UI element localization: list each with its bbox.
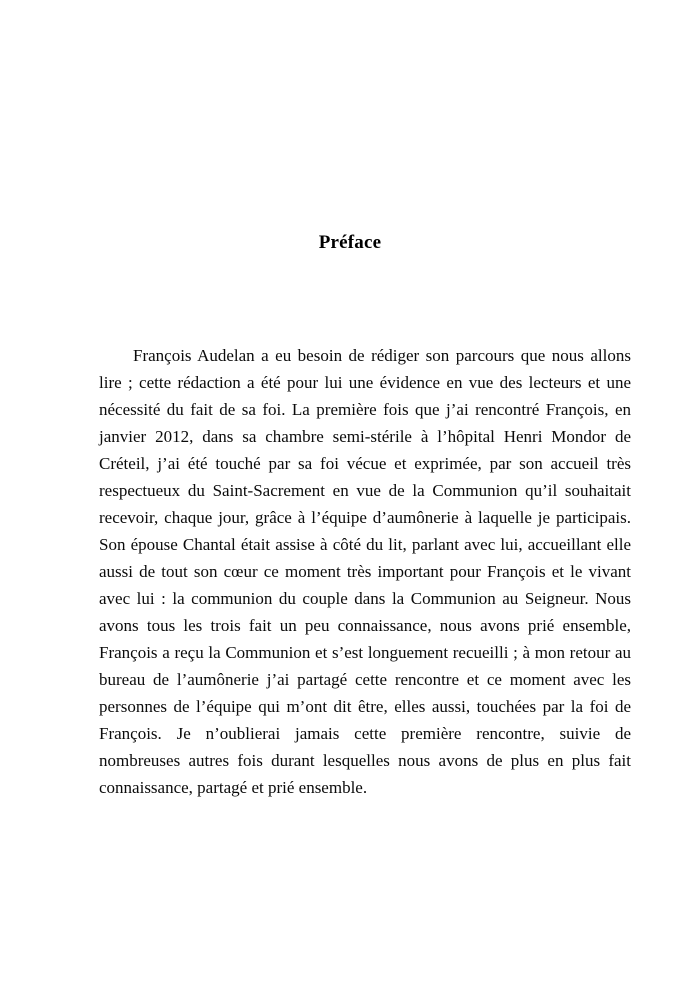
- preface-body: [99, 342, 631, 801]
- preface-paragraph: François Audelan a eu besoin de rédiger son parcours que nous allons lire ; cette rédaction a été pour lui une évidence en vue des lecteurs et une nécessité du fait de sa foi. La première fois que j’ai rencontré François, en janvier 2012, dans sa chambre semi-stérile à l’hôpital Henri Mondor de Créteil, j’ai été touché par sa foi vécue et exprimée, par son accueil très respectueux du Saint-Sacrement en vue de la Communion qu’il souhaitait recevoir, chaque jour, grâce à l’équipe d’aumônerie à laquelle je participais. Son épouse Chantal était assise à côté du lit, parlant avec lui, accueillant elle aussi de tout son cœur ce moment très important pour François et le vivant avec lui : la communion du couple dans la Communion au Seigneur. Nous avons tous les trois fait un peu connaissance, nous avons prié ensemble, François a reçu la Communion et s’est longuement recueilli ; à mon retour au bureau de l’aumônerie j’ai partagé cette rencontre et ce moment avec les personnes de l’équipe qui m’ont dit être, elles aussi, touchées par la foi de François. Je n’oublierai jamais cette première rencontre, suivie de nombreuses autres fois durant lesquelles nous avons de plus en plus fait connaissance, partagé et prié ensemble.: [99, 346, 631, 797]
- page-title: Préface: [318, 232, 382, 253]
